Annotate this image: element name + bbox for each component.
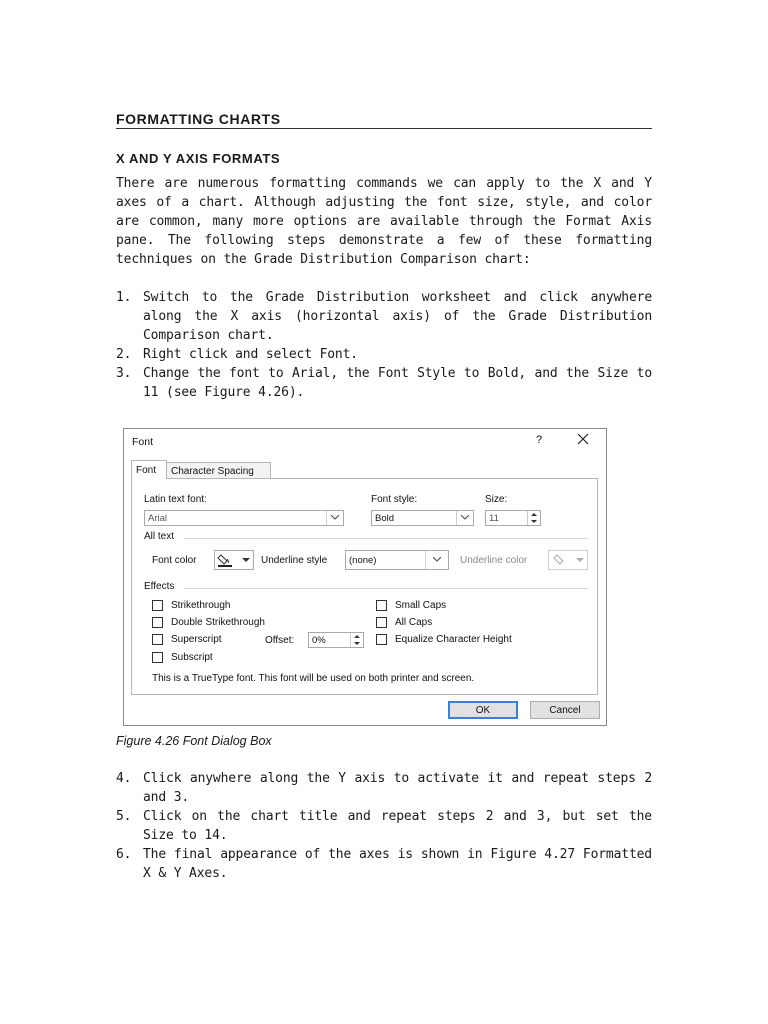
list-item: 4. Click anywhere along the Y axis to activate it and repeat steps 2 and 3. xyxy=(116,771,652,805)
figure-caption: Figure 4.26 Font Dialog Box xyxy=(116,734,272,748)
tab-character-spacing[interactable]: Character Spacing xyxy=(167,462,271,479)
superscript-checkbox[interactable] xyxy=(152,634,163,645)
offset-label: Offset: xyxy=(265,635,295,646)
ok-button[interactable]: OK xyxy=(448,701,518,719)
size-label: Size: xyxy=(485,494,508,505)
tab-font[interactable]: Font xyxy=(131,460,167,479)
offset-field[interactable]: 0% xyxy=(308,632,364,648)
chevron-down-icon xyxy=(456,511,473,525)
dialog-title: Font xyxy=(132,436,154,448)
chevron-down-icon xyxy=(326,511,343,525)
paint-bucket-icon xyxy=(549,551,589,569)
truetype-note: This is a TrueType font. This font will be used on both printer and screen. xyxy=(152,673,475,684)
steps-list-before xyxy=(116,288,652,402)
underline-style-select[interactable]: (none) xyxy=(345,550,449,570)
size-field[interactable]: 11 xyxy=(485,510,541,526)
small-caps-checkbox[interactable] xyxy=(376,600,387,611)
subscript-checkbox[interactable] xyxy=(152,652,163,663)
double-strikethrough-label: Double Strikethrough xyxy=(171,617,265,628)
font-style-label: Font style: xyxy=(371,494,418,505)
font-style-select[interactable]: Bold xyxy=(371,510,474,526)
font-dialog xyxy=(123,428,607,726)
small-caps-label: Small Caps xyxy=(395,600,447,611)
latin-font-select[interactable]: Arial xyxy=(144,510,344,526)
all-text-label: All text xyxy=(144,531,175,542)
spinner-arrows-icon[interactable] xyxy=(350,633,363,647)
paint-bucket-icon xyxy=(215,551,255,569)
double-strikethrough-checkbox[interactable] xyxy=(152,617,163,628)
divider xyxy=(184,588,588,589)
list-item: 3. Change the font to Arial, the Font Style to Bold, and the Size to 11 (see Figure 4.26). xyxy=(116,366,652,400)
steps-list-after xyxy=(116,769,652,883)
latin-font-label: Latin text font: xyxy=(144,494,207,505)
strikethrough-label: Strikethrough xyxy=(171,600,231,611)
equalize-character-height-checkbox[interactable] xyxy=(376,634,387,645)
list-item: 1. Switch to the Grade Distribution worksheet and click anywhere along the X axis (horizontal axis) of the Grade Distribution Comparison chart. xyxy=(116,290,652,343)
effects-label: Effects xyxy=(144,581,175,592)
underline-color-picker[interactable] xyxy=(548,550,588,570)
list-item: 2. Right click and select Font. xyxy=(116,347,358,362)
font-color-label: Font color xyxy=(152,555,197,566)
intro-paragraph: There are numerous formatting commands we can apply to the X and Y axes of a chart. Although adjusting the font size, style, and color are common, many more options are available through the Format Axis pane. The following steps demonstrate a few of these formatting techniques on the Grade Distribution Comparison chart: xyxy=(116,176,652,267)
underline-color-label: Underline color xyxy=(460,555,528,566)
subsection-heading: X AND Y AXIS FORMATS xyxy=(116,151,281,166)
list-item: 6. The final appearance of the axes is shown in Figure 4.27 Formatted X & Y Axes. xyxy=(116,847,652,881)
chevron-down-icon xyxy=(425,551,448,569)
list-item: 5. Click on the chart title and repeat steps 2 and 3, but set the Size to 14. xyxy=(116,809,652,843)
divider xyxy=(184,538,588,539)
cancel-button[interactable]: Cancel xyxy=(530,701,600,719)
equalize-character-height-label: Equalize Character Height xyxy=(395,634,512,645)
close-icon[interactable] xyxy=(576,432,590,446)
section-heading: FORMATTING CHARTS xyxy=(116,111,652,129)
superscript-label: Superscript xyxy=(171,634,222,645)
subscript-label: Subscript xyxy=(171,652,213,663)
help-button[interactable]: ? xyxy=(536,434,543,446)
underline-style-label: Underline style xyxy=(261,555,328,566)
font-color-picker[interactable] xyxy=(214,550,254,570)
strikethrough-checkbox[interactable] xyxy=(152,600,163,611)
all-caps-checkbox[interactable] xyxy=(376,617,387,628)
all-caps-label: All Caps xyxy=(395,617,433,628)
spinner-arrows-icon[interactable] xyxy=(527,511,540,525)
font-tab-panel xyxy=(131,478,598,695)
